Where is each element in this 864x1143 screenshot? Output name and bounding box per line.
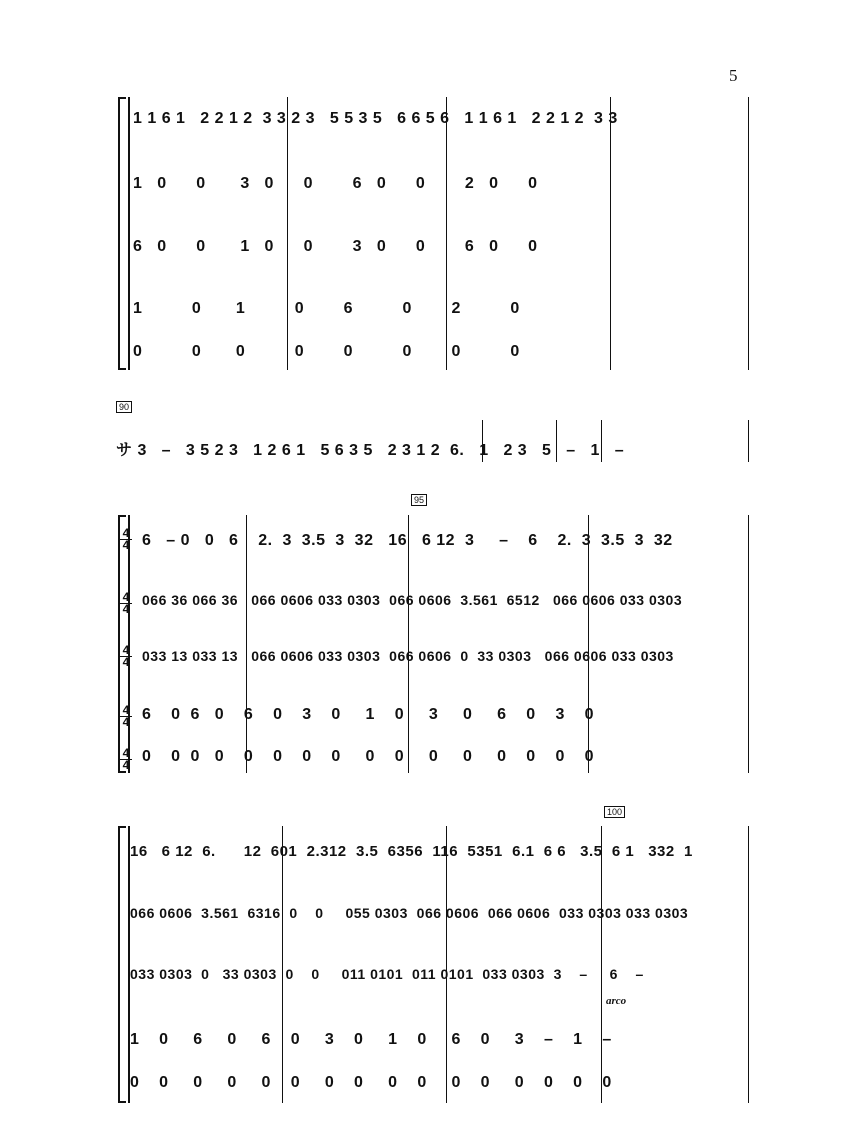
barline: [282, 826, 283, 1103]
rehearsal-mark: 100: [604, 806, 625, 818]
system-line: [128, 97, 130, 370]
system-bracket: [118, 826, 120, 1103]
staff-row: サ 3 – 3 5 2 3 1 2 6 1 5 6 3 5 2 3 1 2 6. 1 2 3 5 – 1 –: [116, 442, 625, 459]
barline: [588, 515, 589, 773]
staff-row: 16 6 12 6. 12 601 2.312 3.5 6356 116 5351 6.1 6 6 3.5 6 1 332 1: [130, 843, 693, 860]
time-signature: 4 4: [120, 645, 132, 668]
barline: [748, 515, 749, 773]
staff-row: 1 1 6 1 2 2 1 2 3 3 2 3 5 5 3 5 6 6 5 6 1 1 6 1 2 2 1 2 3 3: [133, 110, 618, 127]
staff-row: 6 0 0 1 0 0 3 0 0 6 0 0: [133, 238, 538, 255]
staff-row: 033 0303 0 33 0303 0 0 011 0101 011 0101 033 0303 3 – 6 –: [130, 966, 644, 982]
staff-row: 6 – 0 0 6 2. 3 3.5 3 32 16 6 12 3 – 6 2. 3 3.5 3 32: [142, 532, 673, 549]
barline: [748, 826, 749, 1103]
rehearsal-mark: 95: [411, 494, 427, 506]
time-signature: 4 4: [120, 592, 132, 615]
staff-row: 0 0 0 0 0 0 0 0 0 0 0 0 0 0 0 0: [142, 748, 595, 765]
staff-row: 6 0 6 0 6 0 3 0 1 0 3 0 6 0 3 0: [142, 706, 595, 723]
staff-row: 0 0 0 0 0 0 0 0: [133, 343, 520, 360]
staff-row: 1 0 6 0 6 0 3 0 1 0 6 0 3 – 1 –: [130, 1031, 612, 1048]
system-bracket: [118, 515, 120, 773]
staff-row: 033 13 033 13 066 0606 033 0303 066 0606 0 33 0303 066 0606 033 0303: [142, 648, 674, 664]
barline: [408, 515, 409, 773]
staff-row: 066 0606 3.561 6316 0 0 055 0303 066 0606 066 0606 033 0303 033 0303: [130, 905, 689, 921]
system-line: [128, 826, 130, 1103]
arco-marking: arco: [606, 995, 627, 1007]
page-number: 5: [729, 66, 738, 85]
barline: [601, 826, 602, 1103]
barline: [446, 826, 447, 1103]
barline: [246, 515, 247, 773]
barline: [610, 97, 611, 370]
rehearsal-mark: 90: [116, 401, 132, 413]
barline: [287, 97, 288, 370]
time-signature: 4 4: [120, 748, 132, 771]
staff-row: 066 36 066 36 066 0606 033 0303 066 0606 3.561 6512 066 0606 033 0303: [142, 592, 683, 608]
staff-row: 1 0 1 0 6 0 2 0: [133, 300, 520, 317]
system-bracket: [118, 97, 120, 370]
barline: [748, 420, 749, 462]
barline: [748, 97, 749, 370]
staff-row: 1 0 0 3 0 0 6 0 0 2 0 0: [133, 175, 538, 192]
staff-row: 0 0 0 0 0 0 0 0 0 0 0 0 0 0 0 0: [130, 1074, 612, 1091]
time-signature: 4 4: [120, 705, 132, 728]
barline: [446, 97, 447, 370]
time-signature: 4 4: [120, 528, 132, 551]
